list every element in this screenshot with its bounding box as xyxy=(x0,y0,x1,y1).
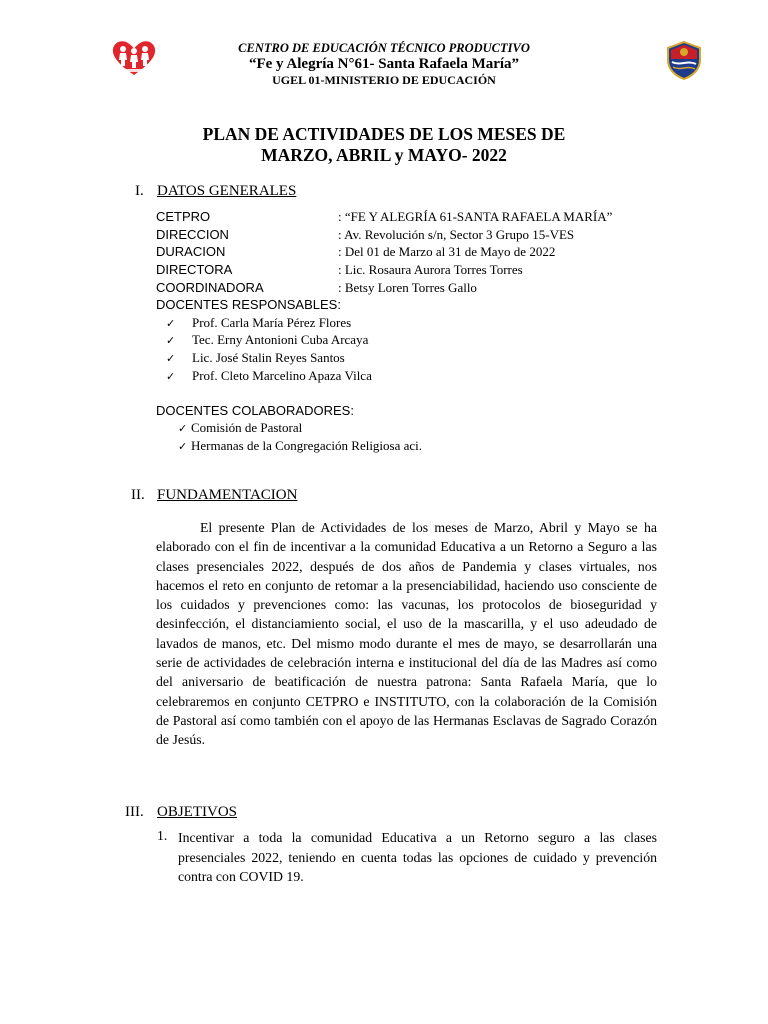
data-value: : Av. Revolución s/n, Sector 3 Grupo 15-VES xyxy=(338,227,575,242)
check-icon: ✓ xyxy=(166,317,176,330)
data-key: COORDINADORA xyxy=(156,280,264,295)
list-item-text: Prof. Cleto Marcelino Apaza Vilca xyxy=(192,368,372,383)
data-key: DURACION xyxy=(156,244,226,259)
list-item-text: Hermanas de la Congregación Religiosa aci. xyxy=(191,438,423,453)
list-item-text: Comisión de Pastoral xyxy=(191,420,303,435)
fundamentacion-paragraph: El presente Plan de Actividades de los meses de Marzo, Abril y Mayo se ha elaborado con el fin de incentivar a la comunidad Educativa a un Retorno a Seguro a las clases presenciales 2022, después de dos años de Pandemia y clases virtuales, nos hacemos el reto en conjunto de retomar a la presenciabilidad, haciendo uso consciente de los cuidados y prevenciones como: las vacunas, los protocolos de bioseguridad y desinfección, el distanciamiento social, el uso de la mascarilla, y el uso adeudado de lavados de manos, etc. Del mismo modo durante el mes de mayo, se desarrollarán una serie de actividades de celebración interna e institucional del día de las Madres así como del aniversario de beatificación de nuestra patrona: Santa Rafaela María, que lo celebraremos en conjunto CETPRO e INSTITUTO, con la colaboración de la Comisión de Pastoral así como también con el apoyo de las Hermanas Esclavas de Sagrado Corazón de Jesús. xyxy=(156,520,657,748)
check-icon: ✓ xyxy=(166,352,176,365)
section-number: II. xyxy=(131,487,145,503)
list-item xyxy=(166,368,372,384)
data-value: : Betsy Loren Torres Gallo xyxy=(338,280,477,295)
colaboradores-label: DOCENTES COLABORADORES: xyxy=(156,403,354,418)
section-number: III. xyxy=(125,804,144,820)
section-title: DATOS GENERALES xyxy=(157,183,297,199)
list-item-text: Tec. Erny Antonioni Cuba Arcaya xyxy=(192,332,369,347)
ministry-line: UGEL 01-MINISTERIO DE EDUCACIÓN xyxy=(272,73,496,87)
section-title: OBJETIVOS xyxy=(157,804,238,820)
check-icon: ✓ xyxy=(178,422,188,435)
check-icon: ✓ xyxy=(166,370,176,383)
list-item xyxy=(178,420,302,436)
check-icon: ✓ xyxy=(166,334,176,347)
check-icon: ✓ xyxy=(178,440,188,453)
list-item-text: Lic. José Stalin Reyes Santos xyxy=(192,350,345,365)
data-value: : “FE Y ALEGRÍA 61-SANTA RAFAELA MARÍA” xyxy=(338,209,613,224)
document-title: PLAN DE ACTIVIDADES DE LOS MESES DE xyxy=(202,124,566,144)
data-key: DIRECCION xyxy=(156,227,229,242)
list-item xyxy=(166,332,368,348)
document-subtitle: MARZO, ABRIL y MAYO- 2022 xyxy=(261,145,507,165)
crest-shield-icon xyxy=(664,40,704,80)
section-title: FUNDAMENTACION xyxy=(157,487,298,503)
data-key: CETPRO xyxy=(156,209,211,224)
responsables-label: DOCENTES RESPONSABLES: xyxy=(156,297,341,312)
section-number: I. xyxy=(135,183,144,199)
objective-number: 1. xyxy=(157,828,168,843)
institution-type: CENTRO DE EDUCACIÓN TÉCNICO PRODUCTIVO xyxy=(238,41,530,55)
objective-text: Incentivar a toda la comunidad Educativa a un Retorno seguro a las clases presenciales 2022, teniendo en cuenta todas las opciones de cuidado y prevención contra con COVID 19. xyxy=(178,830,657,884)
data-value: : Lic. Rosaura Aurora Torres Torres xyxy=(338,262,523,277)
list-item-text: Prof. Carla María Pérez Flores xyxy=(192,315,352,330)
data-key: DIRECTORA xyxy=(156,262,233,277)
list-item xyxy=(178,438,422,454)
data-value: : Del 01 de Marzo al 31 de Mayo de 2022 xyxy=(338,244,556,259)
list-item xyxy=(166,350,345,366)
list-item xyxy=(166,315,351,331)
institution-name: “Fe y Alegría N°61- Santa Rafaela María” xyxy=(248,56,520,72)
